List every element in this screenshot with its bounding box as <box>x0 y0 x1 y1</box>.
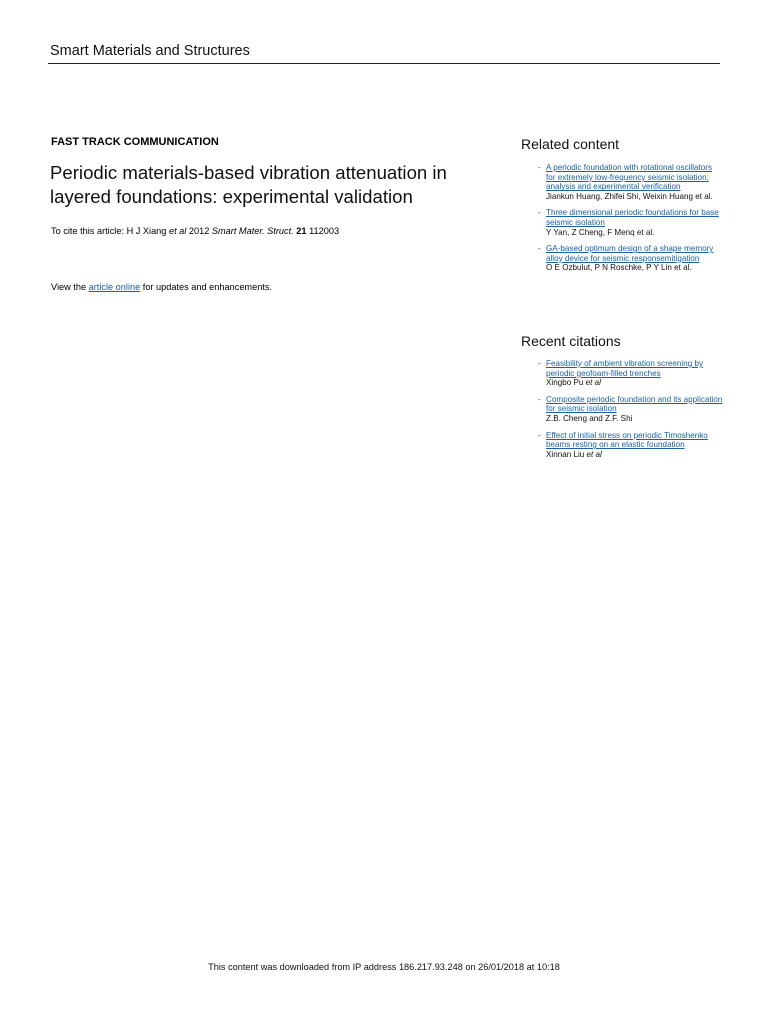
related-item-link[interactable]: A periodic foundation with rotational oscillators for extremely low-frequency seismic isolation: analysis and experimental verification <box>546 163 713 192</box>
related-item <box>538 244 723 273</box>
list-dash: - <box>538 430 541 440</box>
download-info-footer: This content was downloaded from IP address 186.217.93.248 on 26/01/2018 at 10:18 <box>208 962 560 972</box>
citation-item-link[interactable]: Effect of initial stress on periodic Timoshenko beams resting on an elastic foundation <box>546 430 708 450</box>
related-item-authors: Y Yan, Z Cheng, F Menq et al. <box>546 227 655 237</box>
header-divider <box>48 63 720 64</box>
related-item <box>538 208 723 237</box>
related-content-list <box>538 163 723 280</box>
article-online-link[interactable]: article online <box>88 282 141 292</box>
citation-item-authors: Xingbo Pu et al <box>546 378 601 388</box>
citation-item <box>538 431 723 460</box>
citation-item <box>538 359 723 388</box>
citation-year: 2012 <box>186 226 212 236</box>
citation-line <box>51 226 339 236</box>
list-dash: - <box>538 359 541 368</box>
related-item-authors: O E Ozbulut, P N Roschke, P Y Lin et al. <box>546 263 692 273</box>
citation-item-link[interactable]: Feasibility of ambient vibration screening by periodic geofoam-filled trenches <box>546 359 704 378</box>
recent-citations-heading: Recent citations <box>521 333 621 349</box>
view-prefix: View the <box>51 282 89 292</box>
citation-item-authors: Z.B. Cheng and Z.F. Shi <box>546 413 633 423</box>
related-content-heading: Related content <box>521 136 620 152</box>
view-suffix: for updates and enhancements. <box>140 282 272 292</box>
view-online-line <box>51 282 272 292</box>
citation-etal: et al <box>168 226 187 236</box>
citation-prefix: To cite this article: H J Xiang <box>51 226 169 236</box>
list-dash: - <box>538 394 541 404</box>
citation-volume: 21 <box>296 226 307 236</box>
journal-name: Smart Materials and Structures <box>50 43 250 59</box>
list-dash: - <box>538 208 541 218</box>
citation-item <box>538 395 723 424</box>
related-item-link[interactable]: Three dimensional periodic foundations for base seismic isolation <box>546 208 719 227</box>
article-title: Periodic materials-based vibration attenuation in layered foundations: experimental validation <box>50 162 447 207</box>
recent-citations-list <box>538 359 723 466</box>
related-item-authors: Jiankun Huang, Zhifei Shi, Weixin Huang et al. <box>546 191 713 201</box>
article-section-label: FAST TRACK COMMUNICATION <box>51 136 219 148</box>
list-dash: - <box>538 163 541 172</box>
list-dash: - <box>538 244 541 254</box>
citation-item-link[interactable]: Composite periodic foundation and its application for seismic isolation <box>546 394 723 414</box>
citation-article-number: 112003 <box>306 226 340 236</box>
citation-journal: Smart Mater. Struct. <box>211 226 294 236</box>
related-item-link[interactable]: GA-based optimum design of a shape memory alloy device for seismic responsemitigation <box>546 244 714 263</box>
citation-item-authors: Xinnan Liu et al <box>546 449 602 459</box>
related-item <box>538 163 723 201</box>
